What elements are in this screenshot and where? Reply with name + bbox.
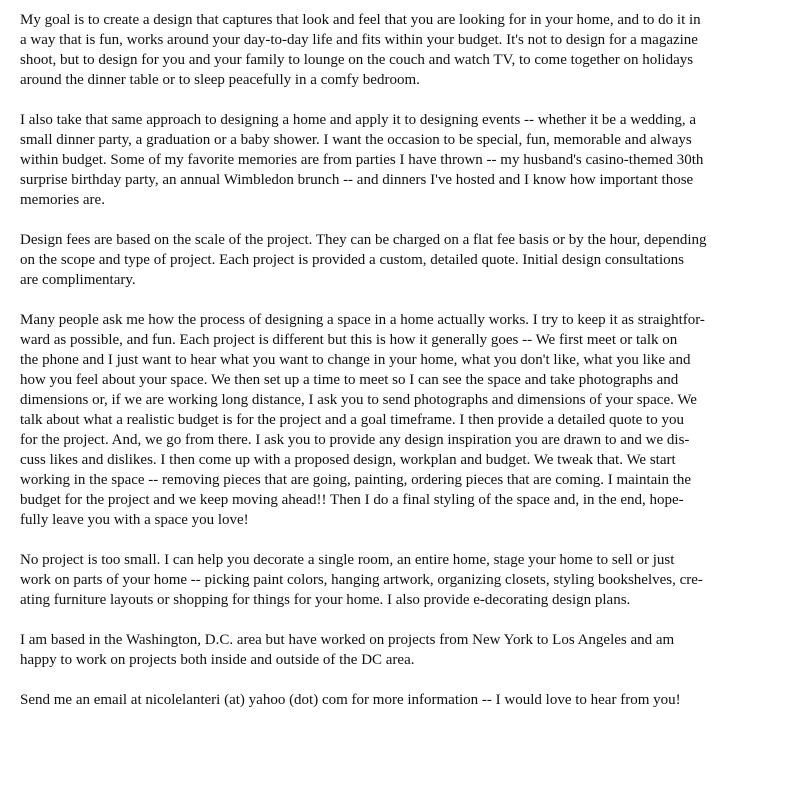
text-line: fully leave you with a space you love! — [20, 512, 249, 528]
text-line: Design fees are based on the scale of the project. They can be charged on a flat fee basis or by the hour, depending — [20, 232, 707, 248]
text-line: within budget. Some of my favorite memories are from parties I have thrown -- my husband's casino-themed 30th — [20, 152, 704, 168]
text-line: how you feel about your space. We then set up a time to meet so I can see the space and take photographs and — [20, 372, 679, 388]
paragraph-contact — [20, 690, 780, 710]
text-line: happy to work on projects both inside and outside of the DC area. — [20, 652, 415, 668]
text-line: small dinner party, a graduation or a baby shower. I want the occasion to be special, fun, memorable and always — [20, 132, 692, 148]
text-line: are complimentary. — [20, 272, 136, 288]
text-line: around the dinner table or to sleep peacefully in a comfy bedroom. — [20, 72, 420, 88]
text-line: for the project. And, we go from there. I ask you to provide any design inspiration you are drawn to and we dis- — [20, 432, 690, 448]
text-line: shoot, but to design for you and your family to lounge on the couch and watch TV, to come together on holidays — [20, 52, 694, 68]
text-line: I also take that same approach to designing a home and apply it to designing events -- whether it be a wedding, a — [20, 112, 697, 128]
text-line: No project is too small. I can help you decorate a single room, an entire home, stage your home to sell or just — [20, 552, 675, 568]
text-line: surprise birthday party, an annual Wimbledon brunch -- and dinners I've hosted and I know how important those — [20, 172, 694, 188]
text-line: work on parts of your home -- picking paint colors, hanging artwork, organizing closets, styling bookshelves, cre- — [20, 572, 703, 588]
text-line: I am based in the Washington, D.C. area but have worked on projects from New York to Los Angeles and am — [20, 632, 675, 648]
text-line: cuss likes and dislikes. I then come up with a proposed design, workplan and budget. We tweak that. We start — [20, 452, 676, 468]
text-line: My goal is to create a design that captures that look and feel that you are looking for in your home, and to do it in — [20, 12, 701, 28]
paragraph-process — [20, 310, 780, 530]
text-line: Many people ask me how the process of designing a space in a home actually works. I try to keep it as straightfor- — [20, 312, 705, 328]
paragraph-project-size — [20, 550, 780, 610]
text-line: budget for the project and we keep moving ahead!! Then I do a final styling of the space and, in the end, hope- — [20, 492, 684, 508]
paragraph-location — [20, 630, 780, 670]
text-line: memories are. — [20, 192, 105, 208]
text-line: the phone and I just want to hear what you want to change in your home, what you don't like, what you like and — [20, 352, 691, 368]
text-line: ating furniture layouts or shopping for things for your home. I also provide e-decorating design plans. — [20, 592, 631, 608]
text-line: dimensions or, if we are working long distance, I ask you to send photographs and dimensions of your space. We — [20, 392, 697, 408]
paragraph-events — [20, 110, 780, 210]
text-line: talk about what a realistic budget is for the project and a goal timeframe. I then provide a detailed quote to you — [20, 412, 684, 428]
paragraph-design-fees — [20, 230, 780, 290]
text-line: on the scope and type of project. Each project is provided a custom, detailed quote. Initial design consultations — [20, 252, 684, 268]
text-line: working in the space -- removing pieces that are going, painting, ordering pieces that are coming. I maintain the — [20, 472, 692, 488]
text-line: Send me an email at nicolelanteri (at) yahoo (dot) com for more information -- I would love to hear from you! — [20, 692, 681, 708]
text-line: ward as possible, and fun. Each project is different but this is how it generally goes -- We first meet or talk on — [20, 332, 678, 348]
text-line: a way that is fun, works around your day-to-day life and fits within your budget. It's not to design for a magazine — [20, 32, 698, 48]
paragraph-design-goal — [20, 10, 780, 90]
